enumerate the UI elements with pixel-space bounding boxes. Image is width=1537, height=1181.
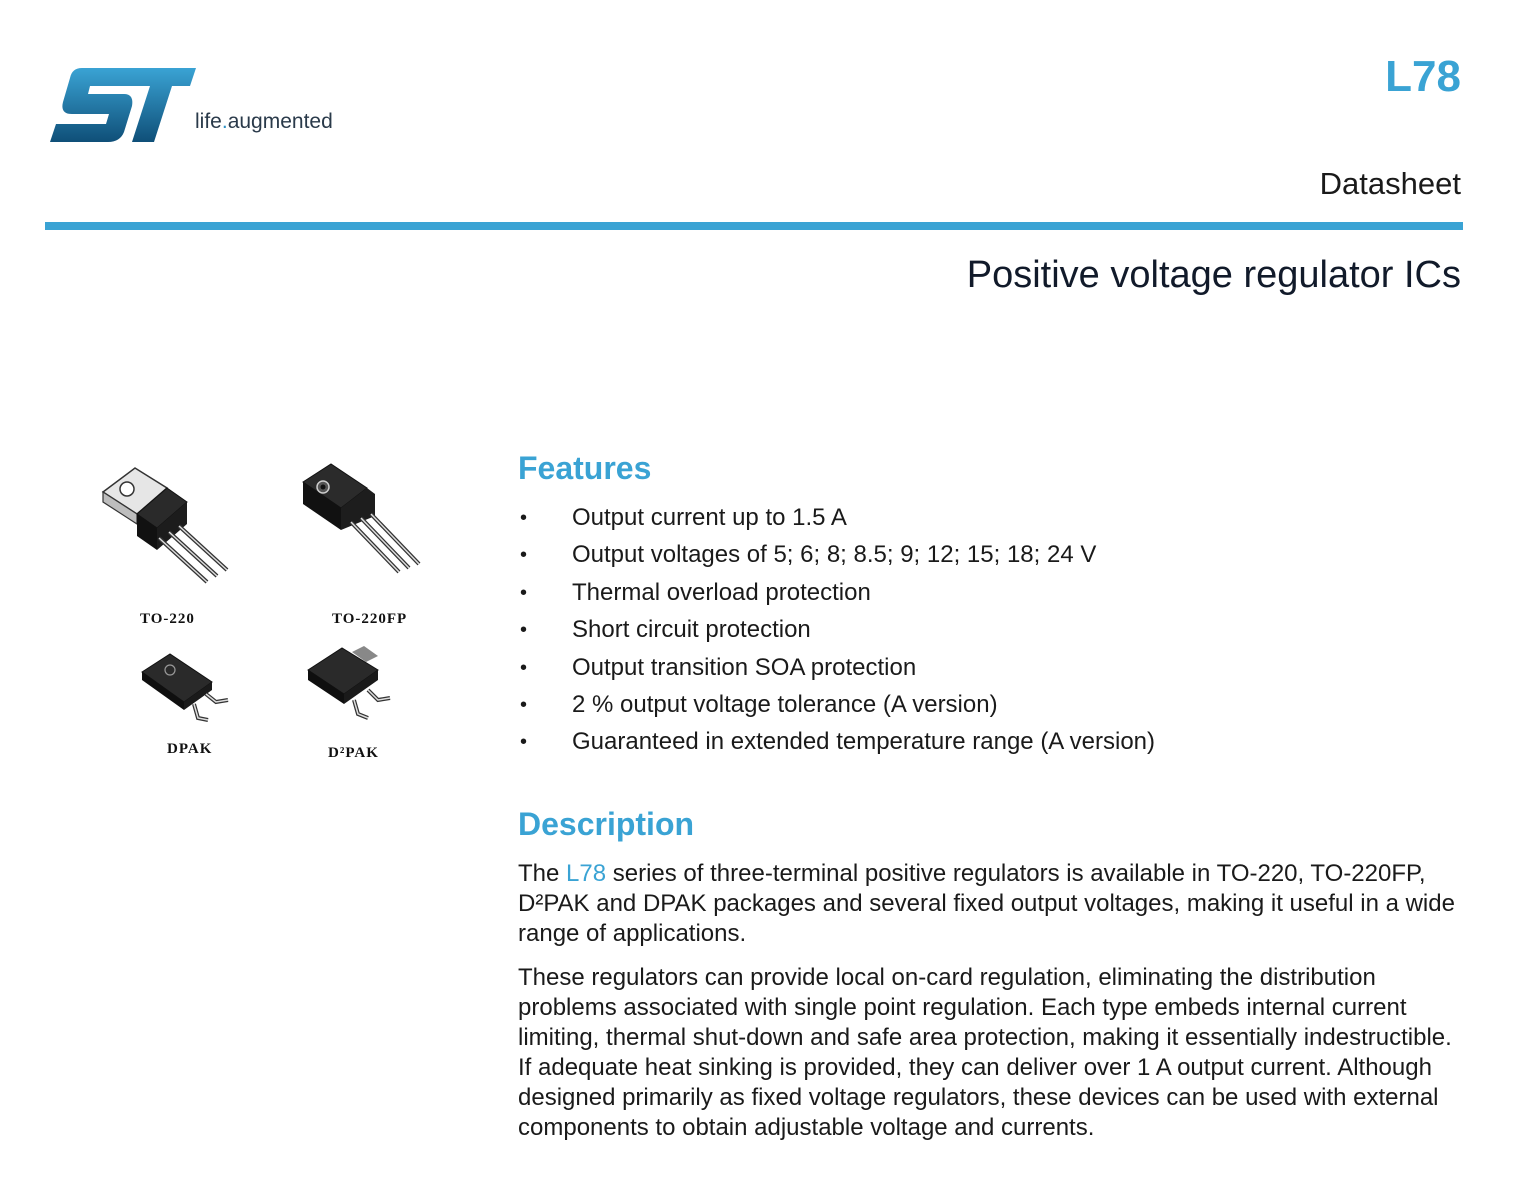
to-220fp-package-image bbox=[295, 460, 435, 585]
logo-tagline: life.augmented bbox=[195, 110, 333, 133]
feature-item: • Output current up to 1.5 A bbox=[520, 504, 847, 531]
document-type: Datasheet bbox=[1319, 166, 1461, 201]
bullet-icon: • bbox=[520, 581, 528, 604]
package-label-to-220fp: TO-220FP bbox=[332, 611, 408, 627]
package-label-to-220: TO-220 bbox=[140, 611, 195, 627]
features-heading: Features bbox=[518, 450, 652, 486]
description-paragraph-1: The L78 series of three-terminal positive regulators is available in TO-220, TO-220FP, D²PAK and DPAK packages and several fixed output voltages, making it useful in a wide range of applications. bbox=[518, 860, 1455, 947]
feature-item: • Output voltages of 5; 6; 8; 8.5; 9; 12; 15; 18; 24 V bbox=[520, 541, 1097, 569]
d2pak-package-image bbox=[302, 644, 397, 729]
description-heading: Description bbox=[518, 806, 695, 842]
feature-item: • Output transition SOA protection bbox=[520, 653, 917, 681]
bullet-icon: • bbox=[520, 544, 528, 567]
features-list bbox=[518, 503, 1155, 765]
document-subtitle: Positive voltage regulator ICs bbox=[966, 254, 1461, 296]
feature-item: • 2 % output voltage tolerance (A version) bbox=[520, 690, 998, 718]
bullet-icon: • bbox=[520, 507, 528, 529]
bullet-icon: • bbox=[520, 656, 528, 679]
bullet-icon: • bbox=[520, 619, 528, 642]
st-logo bbox=[48, 62, 198, 148]
header-rule bbox=[45, 222, 1463, 230]
to-220-package-image bbox=[95, 462, 240, 592]
description-paragraph-2: These regulators can provide local on-card regulation, eliminating the distribution problems associated with single point regulation. Each type embeds internal current limiting, thermal shut-down and safe area protection, making it essentially indestructible. If adequate heat sinking is provided, they can deliver over 1 A output current. Although designed primarily as fixed voltage regulators, these devices can be used with external components to obtain adjustable voltage and currents. bbox=[518, 964, 1452, 1141]
dpak-package-image bbox=[136, 648, 236, 730]
bullet-icon: • bbox=[520, 731, 528, 754]
package-label-dpak: DPAK bbox=[167, 741, 213, 757]
bullet-icon: • bbox=[520, 693, 528, 716]
feature-item: • Short circuit protection bbox=[520, 616, 811, 644]
feature-item: • Thermal overload protection bbox=[520, 578, 871, 606]
part-number: L78 bbox=[1385, 52, 1461, 101]
package-label-d2pak: D²PAK bbox=[328, 745, 379, 761]
part-link[interactable]: L78 bbox=[566, 860, 607, 887]
feature-item: • Guaranteed in extended temperature range (A version) bbox=[520, 728, 1156, 756]
